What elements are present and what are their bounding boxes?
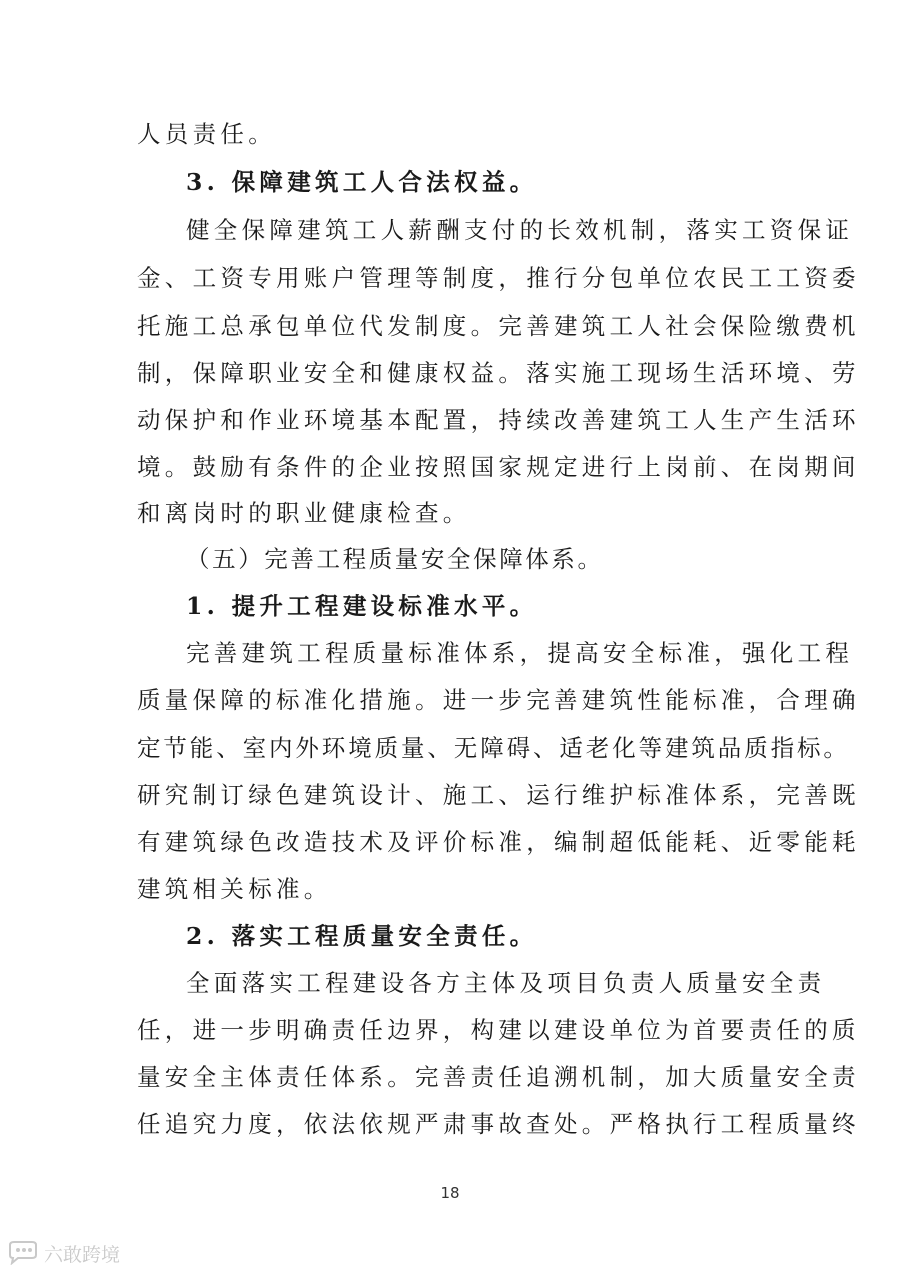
text-line: 和离岗时的职业健康检查。 <box>137 499 471 527</box>
text-line: 健全保障建筑工人薪酬支付的长效机制，落实工资保证 <box>186 216 854 244</box>
text-line: 全面落实工程建设各方主体及项目负责人质量安全责 <box>186 969 826 997</box>
text-line: 量安全主体责任体系。完善责任追溯机制，加大质量安全责 <box>137 1063 860 1091</box>
text-line: 定节能、室内外环境质量、无障碍、适老化等建筑品质指标。 <box>137 734 850 762</box>
speech-bubble-logo-icon <box>6 1241 40 1265</box>
text-line: 金、工资专用账户管理等制度，推行分包单位农民工工资委 <box>137 264 860 292</box>
text-line: 托施工总承包单位代发制度。完善建筑工人社会保险缴费机 <box>137 312 860 340</box>
text-line: 人员责任。 <box>137 120 276 148</box>
text-line: 有建筑绿色改造技术及评价标准，编制超低能耗、近零能耗 <box>137 828 860 856</box>
text-line: 任，进一步明确责任边界，构建以建设单位为首要责任的质 <box>137 1016 860 1044</box>
section-heading: 2. 落实工程质量安全责任。 <box>186 922 538 950</box>
text-line: 境。鼓励有条件的企业按照国家规定进行上岗前、在岗期间 <box>137 453 860 481</box>
text-line: 动保护和作业环境基本配置，持续改善建筑工人生产生活环 <box>137 406 860 434</box>
section-heading: 1. 提升工程建设标准水平。 <box>186 592 538 620</box>
watermark-text: 六敢跨境 <box>44 1243 121 1266</box>
text-line: 任追究力度，依法依规严肃事故查处。严格执行工程质量终 <box>137 1110 860 1138</box>
text-line: 建筑相关标准。 <box>137 875 332 903</box>
chapter-heading: （五）完善工程质量安全保障体系。 <box>186 545 604 573</box>
section-heading: 3. 保障建筑工人合法权益。 <box>186 168 538 196</box>
page-number: 18 <box>440 1184 460 1202</box>
text-line: 质量保障的标准化措施。进一步完善建筑性能标准，合理确 <box>137 686 860 714</box>
text-line: 完善建筑工程质量标准体系，提高安全标准，强化工程 <box>186 639 854 667</box>
text-line: 研究制订绿色建筑设计、施工、运行维护标准体系，完善既 <box>137 781 860 809</box>
text-line: 制，保障职业安全和健康权益。落实施工现场生活环境、劳 <box>137 359 860 387</box>
watermark <box>6 1238 120 1268</box>
